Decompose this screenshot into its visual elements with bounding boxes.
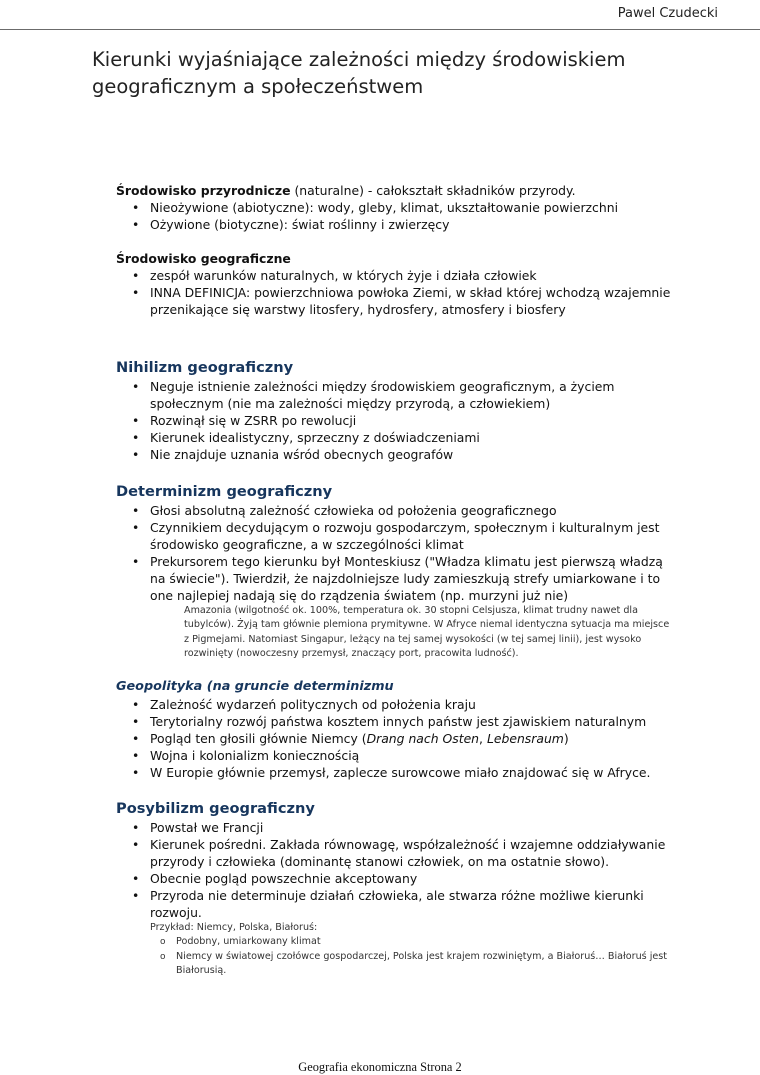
list-item: • zespół warunków naturalnych, w których żyje i działa człowiek	[116, 267, 676, 284]
nihilizm-list	[116, 378, 676, 463]
geopolityka-item3-prefix: Pogląd ten głosili głównie Niemcy (	[150, 731, 367, 747]
srodowisko-przyrodnicze-term: Środowisko przyrodnicze	[116, 183, 291, 198]
list-item: • Ożywione (biotyczne): świat roślinny i zwierzęcy	[116, 216, 676, 233]
list-item: o Podobny, umiarkowany klimat	[116, 935, 676, 949]
list-item: • Terytorialny rozwój państwa kosztem innych państw jest zjawiskiem naturalnym	[116, 713, 676, 730]
list-item: • INNA DEFINICJA: powierzchniowa powłoka Ziemi, w skład której wchodzą wzajemnie przenikające się warstwy litosfery, hydrosfery, atmosfery i biosfery	[116, 284, 676, 318]
heading-posybilizm: Posybilizm geograficzny	[116, 800, 315, 818]
drang-nach-osten-term: Drang nach Osten	[366, 731, 480, 747]
list-item: • Prekursorem tego kierunku był Monteskiusz ("Władza klimatu jest pierwszą władzą na świecie"). Twierdził, że najzdolniejsze ludy zamieszkują strefy umiarkowane i to one najlepiej nadają się do rządzenia światem (np. murzyni już nie)	[116, 553, 676, 604]
list-item: • Przyroda nie determinuje działań człowieka, ale stwarza różne możliwe kierunki rozwoju.	[116, 887, 676, 921]
list-item: • Głosi absolutną zależność człowieka od położenia geograficznego	[116, 502, 676, 519]
srodowisko-geograficzne-term: Środowisko geograficzne	[116, 251, 291, 266]
determinizm-list	[116, 502, 676, 604]
heading-nihilizm: Nihilizm geograficzny	[116, 359, 294, 376]
list-item: • Rozwinął się w ZSRR po rewolucji	[116, 412, 676, 429]
list-item: • Kierunek pośredni. Zakłada równowagę, współzależność i wzajemne oddziaływanie przyrody i człowieka (dominantę stanowi człowiek, on ma ostatnie słowo).	[116, 836, 676, 870]
posybilizm-example-label: Przykład: Niemcy, Polska, Białoruś:	[150, 922, 318, 934]
geopolityka-list	[116, 696, 676, 781]
list-item: • Powstał we Francji	[116, 819, 676, 836]
srodowisko-przyrodnicze-text: (naturalne) - całokształt składników przyrody.	[290, 183, 576, 198]
heading-determinizm: Determinizm geograficzny	[116, 483, 333, 500]
list-item: • Nie znajduje uznania wśród obecnych geografów	[116, 446, 676, 463]
list-item: • Zależność wydarzeń politycznych od położenia kraju	[116, 696, 676, 713]
list-item: • Neguje istnienie zależności między środowiskiem geograficznym, a życiem społecznym (nie ma zależności między przyrodą, a człowiekiem)	[116, 378, 676, 412]
list-item: • Obecnie pogląd powszechnie akceptowany	[116, 870, 676, 887]
geopolityka-item3-suffix: )	[563, 731, 569, 747]
list-item: • Czynnikiem decydującym o rozwoju gospodarczym, społecznym i kulturalnym jest środowisko geograficzne, a w szczególności klimat	[116, 519, 676, 553]
page-footer: Geografia ekonomiczna Strona 2	[298, 1060, 462, 1074]
srodowisko-przyrodnicze-list	[116, 199, 676, 233]
geopolityka-item3-separator: ,	[479, 731, 487, 747]
list-item	[116, 730, 676, 747]
srodowisko-przyrodnicze-definition	[116, 182, 676, 199]
author-name: Pawel Czudecki	[617, 6, 718, 21]
list-item: o Niemcy w światowej czołówce gospodarczej, Polska jest krajem rozwiniętym, a Białoruś… Białoruś jest Białorusią.	[116, 950, 676, 979]
list-item: • Wojna i kolonializm koniecznością	[116, 747, 676, 764]
posybilizm-example-list	[116, 935, 676, 978]
list-item: • Nieożywione (abiotyczne): wody, gleby, klimat, ukształtowanie powierzchni	[116, 199, 676, 216]
list-item: • Kierunek idealistyczny, sprzeczny z doświadczeniami	[116, 429, 676, 446]
srodowisko-geograficzne-list	[116, 267, 676, 318]
document-body	[116, 182, 676, 978]
posybilizm-list	[116, 819, 676, 921]
list-item: • W Europie głównie przemysł, zaplecze surowcowe miało znajdować się w Afryce.	[116, 764, 676, 781]
heading-geopolityka: Geopolityka (na gruncie determinizmu	[116, 679, 394, 695]
header-divider	[0, 29, 760, 30]
page-title: Kierunki wyjaśniające zależności między środowiskiem geograficznym a społeczeństwem	[92, 48, 626, 98]
lebensraum-term: Lebensraum	[486, 731, 564, 747]
determinizm-note: Amazonia (wilgotność ok. 100%, temperatura ok. 30 stopni Celsjusza, klimat trudny nawet dla tubylców). Żyją tam głównie plemiona prymitywne. W Afryce niemal identyczna sytuacja ma miejsce z Pigmejami. Natomiast Singapur, leżący na tej samej wysokości (w tej samej linii), jest wysoko rozwinięty (nowoczesny przemysł, znaczący port, pracowita ludność).	[184, 605, 670, 659]
